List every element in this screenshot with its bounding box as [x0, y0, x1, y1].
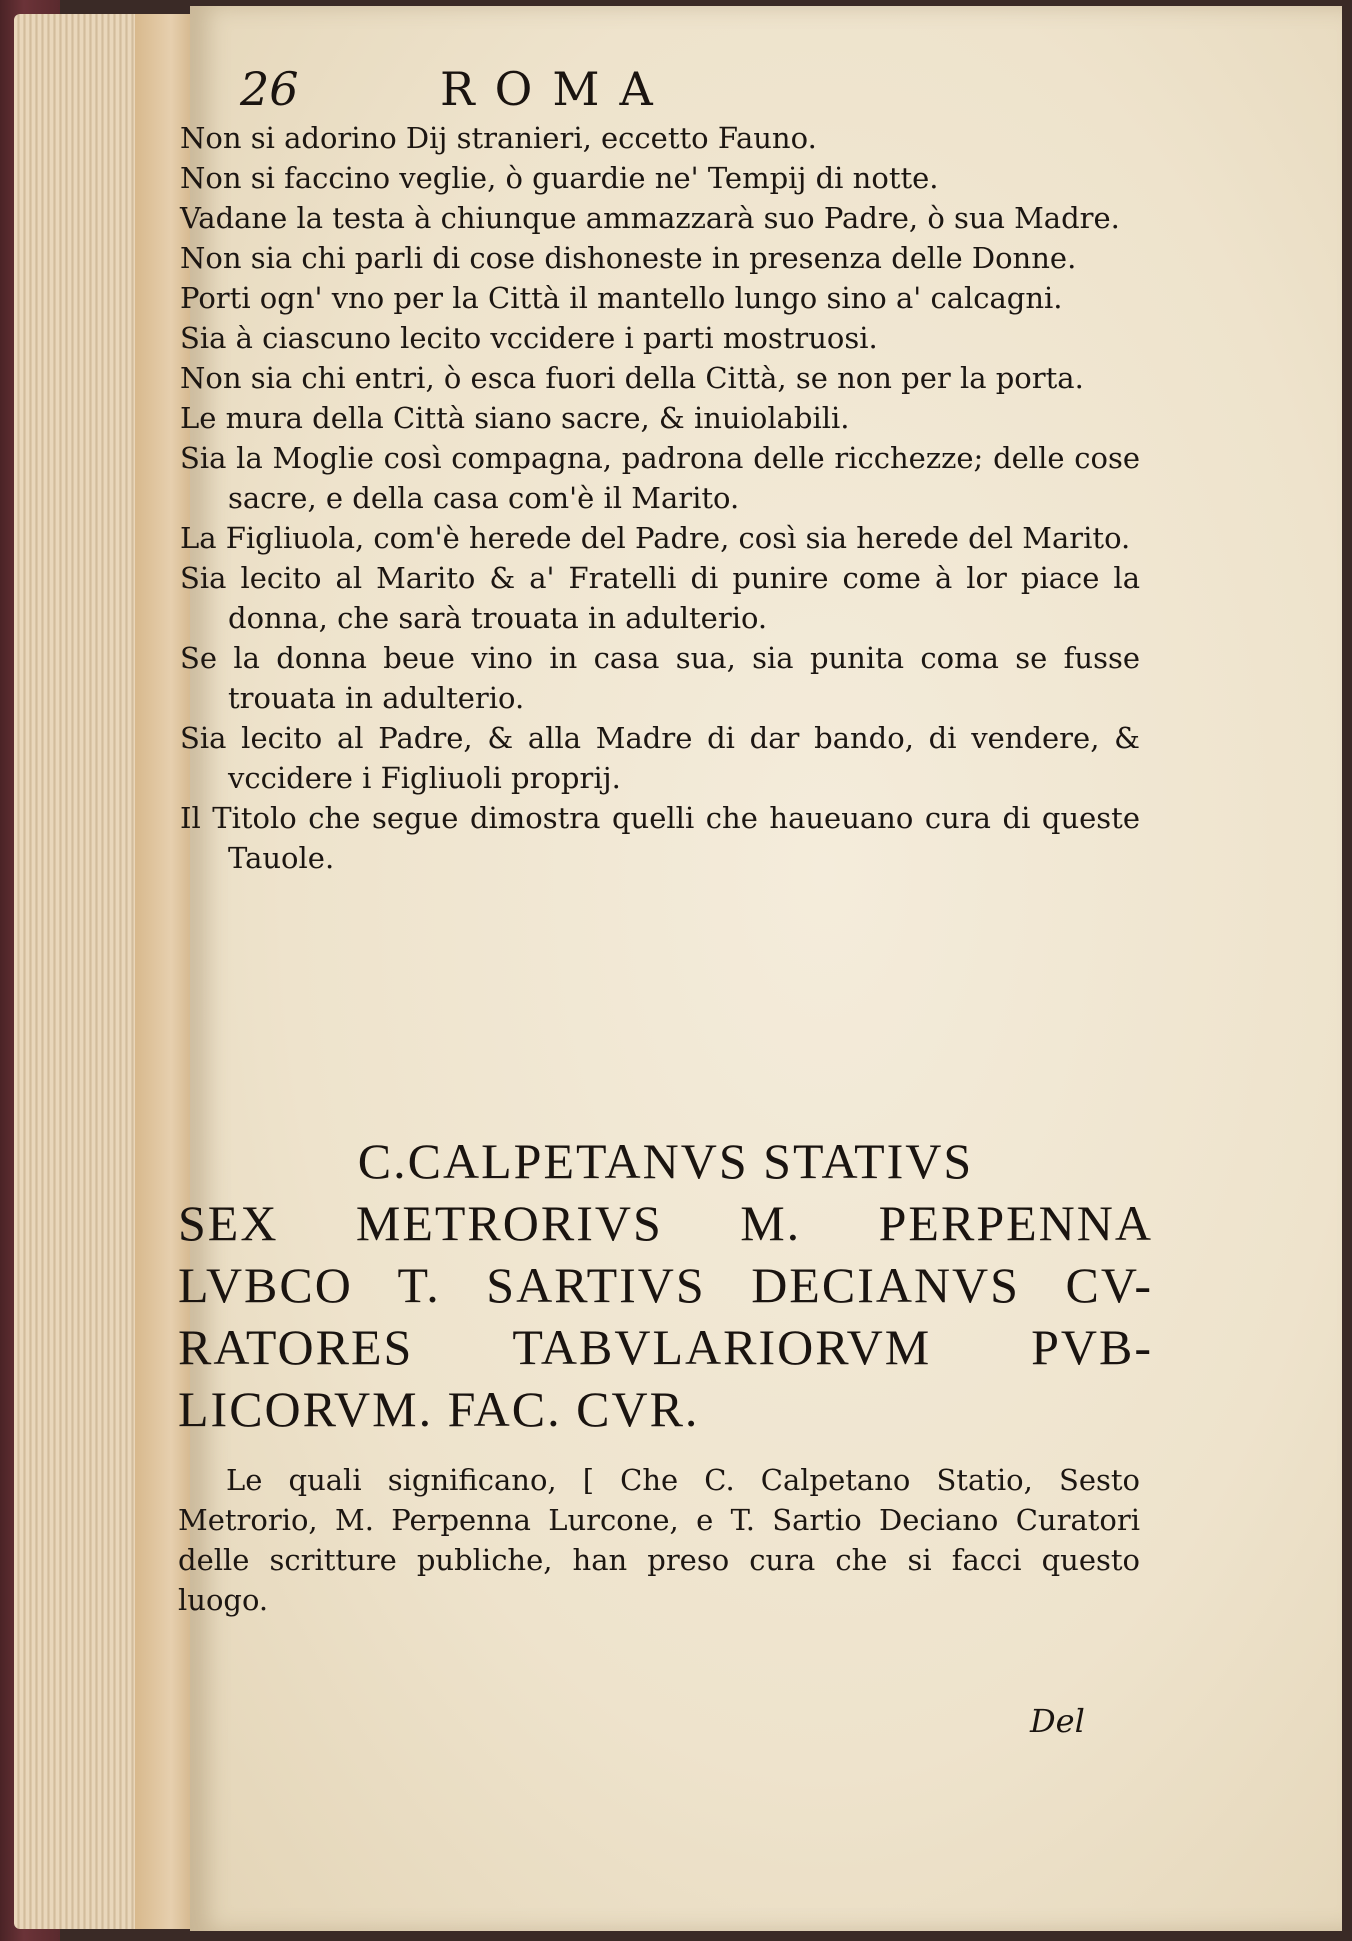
laws-list — [180, 118, 1140, 878]
law-item: Sia lecito al Padre, & alla Madre di dar bando, di vendere, & vccidere i Figliuoli proprij. — [180, 721, 1140, 795]
inscription-line: RATORES TABVLARIORVM PVB- — [178, 1319, 1153, 1375]
law-item: Le mura della Città siano sacre, & inuiolabili. — [180, 401, 850, 435]
law-item: Non sia chi parli di cose dishoneste in presenza delle Donne. — [180, 241, 1077, 275]
law-item: Sia lecito al Marito & a' Fratelli di punire come à lor piace la donna, che sarà trouata in adulterio. — [180, 561, 1140, 635]
law-item: Se la donna beue vino in casa sua, sia punita coma se fusse trouata in adulterio. — [180, 641, 1140, 715]
inscription-line: LICORVM. FAC. CVR. — [178, 1381, 700, 1437]
law-item: Vadane la testa à chiunque ammazzarà suo Padre, ò sua Madre. — [180, 201, 1120, 235]
law-item: Non sia chi entri, ò esca fuori della Città, se non per la porta. — [180, 361, 1084, 395]
inscription-explanation: Le quali significano, [ Che C. Calpetano Statio, Sesto Metrorio, M. Perpenna Lurcone, e T. Sartio Deciano Curatori delle scritture publiche, han preso cura che si facci questo luogo. — [178, 1463, 1140, 1617]
inscription-line: SEX METRORIVS M. PERPENNA — [178, 1195, 1153, 1251]
law-item: Sia la Moglie così compagna, padrona delle ricchezze; delle cose sacre, e della casa com'è il Marito. — [180, 441, 1140, 515]
inscription-line: C.CALPETANVS STATIVS — [357, 1133, 974, 1189]
law-item: Il Titolo che segue dimostra quelli che haueuano cura di queste Tauole. — [180, 801, 1140, 875]
catchword: Del — [1030, 1702, 1085, 1740]
law-item: La Figliuola, com'è herede del Padre, così sia herede del Marito. — [180, 521, 1131, 555]
latin-inscription — [178, 1130, 1153, 1440]
law-item: Porti ogn' vno per la Città il mantello lungo sino a' calcagni. — [180, 281, 1063, 315]
page-number: 26 — [240, 62, 299, 116]
law-item: Non si faccino veglie, ò guardie ne' Tempij di notte. — [180, 161, 939, 195]
law-item: Sia à ciascuno lecito vccidere i parti mostruosi. — [180, 321, 878, 355]
running-head: ROMA — [440, 62, 673, 116]
law-item: Non si adorino Dij stranieri, eccetto Fauno. — [180, 121, 817, 155]
inscription-line: LVBCO T. SARTIVS DECIANVS CV- — [178, 1257, 1153, 1313]
page-header — [240, 62, 1040, 122]
